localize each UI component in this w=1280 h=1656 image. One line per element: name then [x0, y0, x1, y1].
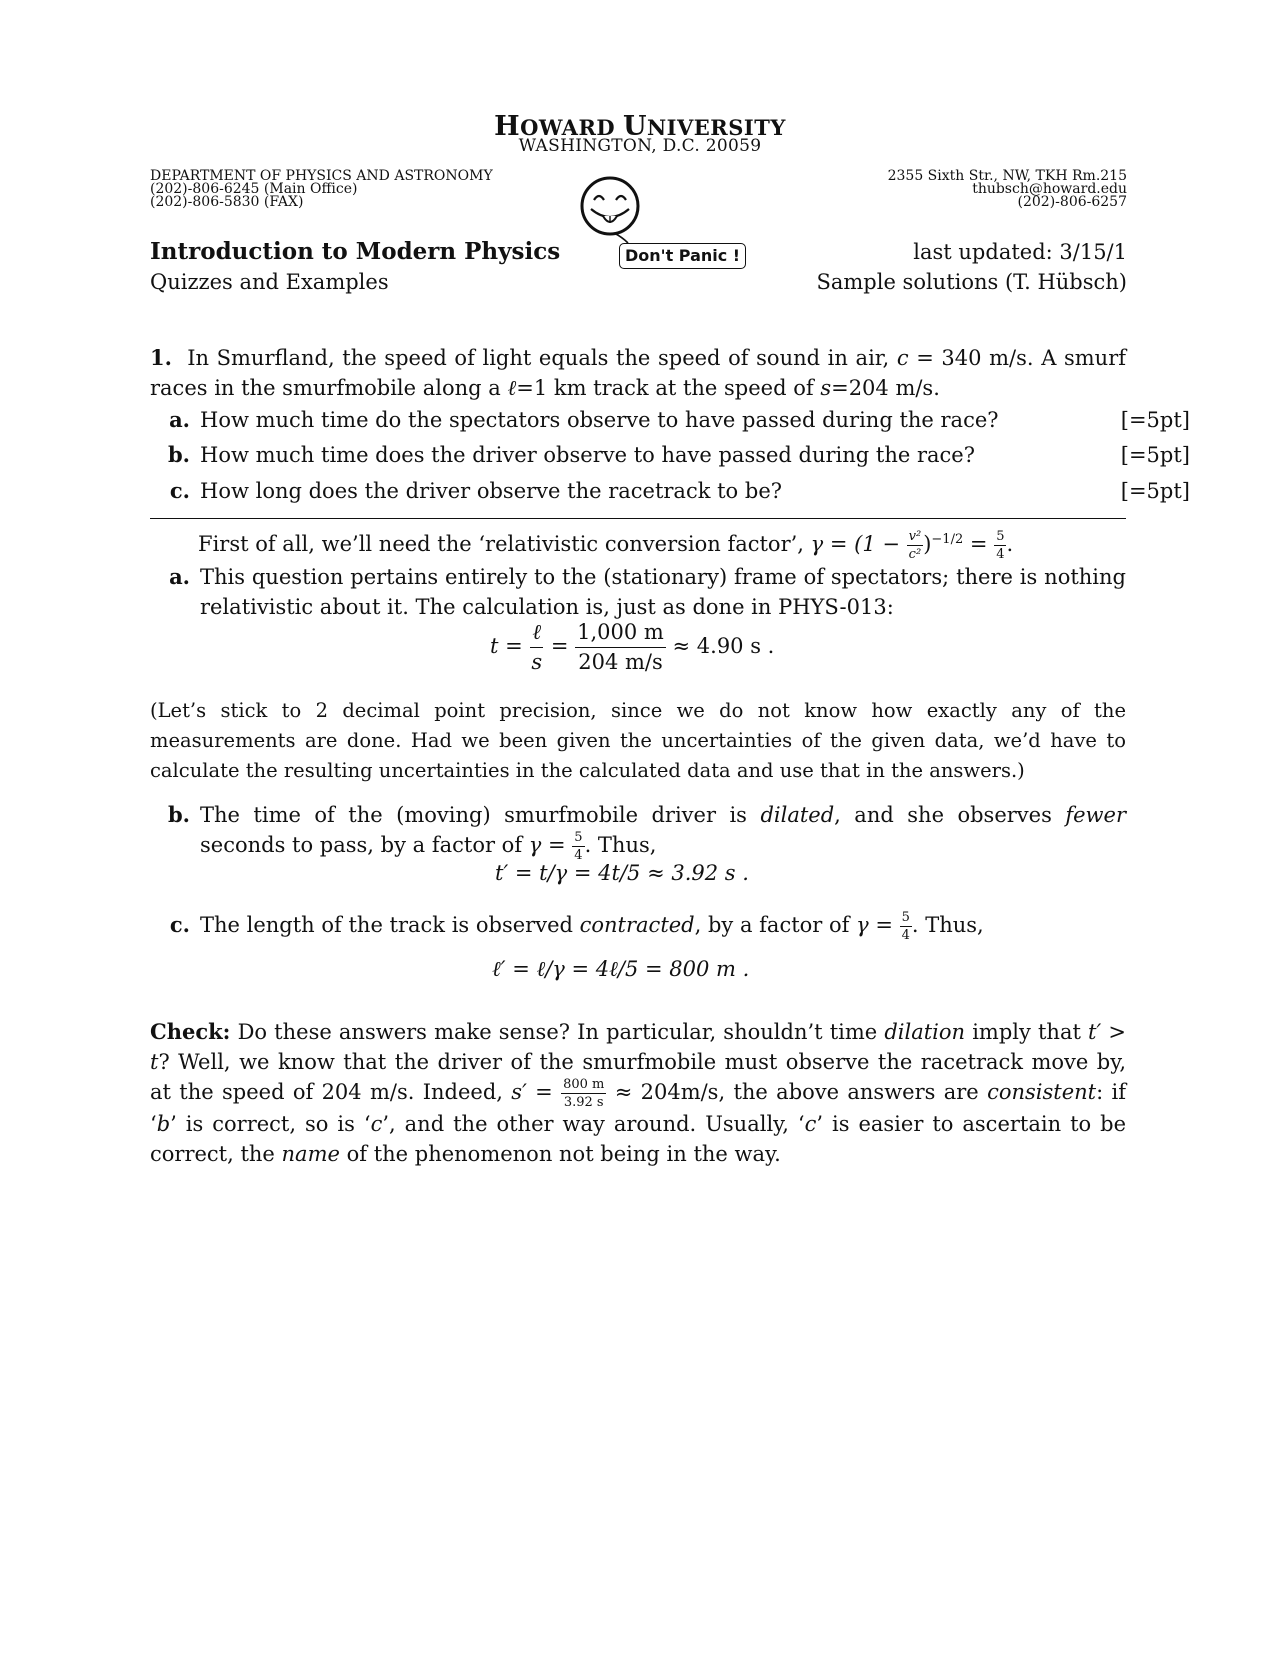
phone-main: (202)-806-6245 (Main Office) [150, 181, 358, 197]
question-b: b. How much time does the driver observe to have passed during the race? [=5pt] [150, 440, 1190, 470]
equation-c: ℓ′ = ℓ/γ = 4ℓ/5 = 800 m . [492, 957, 750, 981]
university-name: HOWARD UNIVERSITY [494, 111, 786, 142]
equation-a: t = $\frac{\text{ℓ}}{s}$ = $\frac{1,000 m}{204 m/s}$ ≈ 4.90 s . [490, 620, 775, 674]
contact-block [888, 170, 1127, 209]
points-c: [=5pt] [1120, 479, 1190, 503]
email: thubsch@howard.edu [972, 181, 1127, 197]
points-b: [=5pt] [1120, 443, 1190, 467]
divider-rule [150, 518, 1126, 519]
solution-c: c. The length of the track is observed contracted, by a factor of γ = $\frac{5}{4}$ . Thus, [169, 910, 984, 943]
office-address: 2355 Sixth Str., NW, TKH Rm.215 [887, 168, 1127, 184]
precision-note: (Let’s stick to 2 decimal point precision, since we do not know how exactly any of the measurements are done. Had we been given the uncertainties of the given data, we’d have to calculate the resulting uncertainties in the calculated data and use that in the answers.) [150, 699, 1126, 782]
course-subtitle: Quizzes and Examples [150, 270, 389, 294]
phone-fax: (202)-806-5830 (FAX) [150, 194, 304, 210]
last-updated: last updated: 3/15/1 [913, 240, 1127, 264]
solutions-author: Sample solutions (T. Hübsch) [816, 270, 1127, 294]
course-title: Introduction to Modern Physics [150, 238, 561, 265]
university-address: WASHINGTON, D.C. 20059 [518, 136, 762, 156]
smiley-icon [578, 176, 658, 251]
solution-b: b. The time of the (moving) smurfmobile driver is dilated, and she observes fewer seconds to pass, by a factor of γ = $\frac{5}{4}$ . Thus, [168, 802, 1126, 863]
check-paragraph: Check: Do these answers make sense? In particular, shouldn’t time dilation imply that t′ > t? Well, we know that the driver of the smurfmobile must observe the racetrack move by, at the speed of 204 m/s. Indeed, s′ = $\frac{800 m}{3.92 s}$ ≈ 204m/s, the above answers are consistent: if ‘b’ is correct, so is ‘c’, and the other way around. Usually, ‘c’ is easier to ascertain to be correct, the name of the phenomenon not being in the way. [150, 1019, 1127, 1166]
question-a: a. How much time do the spectators observe to have passed during the race? [=5pt] [150, 405, 1190, 435]
department-block [150, 170, 493, 209]
solution-intro: First of all, we’ll need the ‘relativistic conversion factor’, γ = (1 − $\frac{\text{v²}}{\text{c²}}$ )$^{-1/2}$ = $\frac{5}{4}$ . [198, 529, 1014, 562]
question-c: c. How long does the driver observe the racetrack to be? [=5pt] [150, 476, 1190, 506]
department-name: DEPARTMENT OF PHYSICS AND ASTRONOMY [150, 168, 493, 184]
points-a: [=5pt] [1120, 408, 1190, 432]
phone-direct: (202)-806-6257 [1017, 194, 1127, 210]
dont-panic-badge: Don't Panic ! [619, 243, 746, 269]
solution-a: a. This question pertains entirely to the (stationary) frame of spectators; there is nothing relativistic about it. The calculation is, just as done in PHYS-013: [169, 564, 1126, 619]
problem-statement: 1. In Smurfland, the speed of light equals the speed of sound in air, c = 340 m/s. A smurf races in the smurfmobile along a ℓ=1 km track at the speed of s=204 m/s. [150, 345, 1127, 400]
equation-b: t′ = t/γ = 4t/5 ≈ 3.92 s . [495, 861, 749, 885]
